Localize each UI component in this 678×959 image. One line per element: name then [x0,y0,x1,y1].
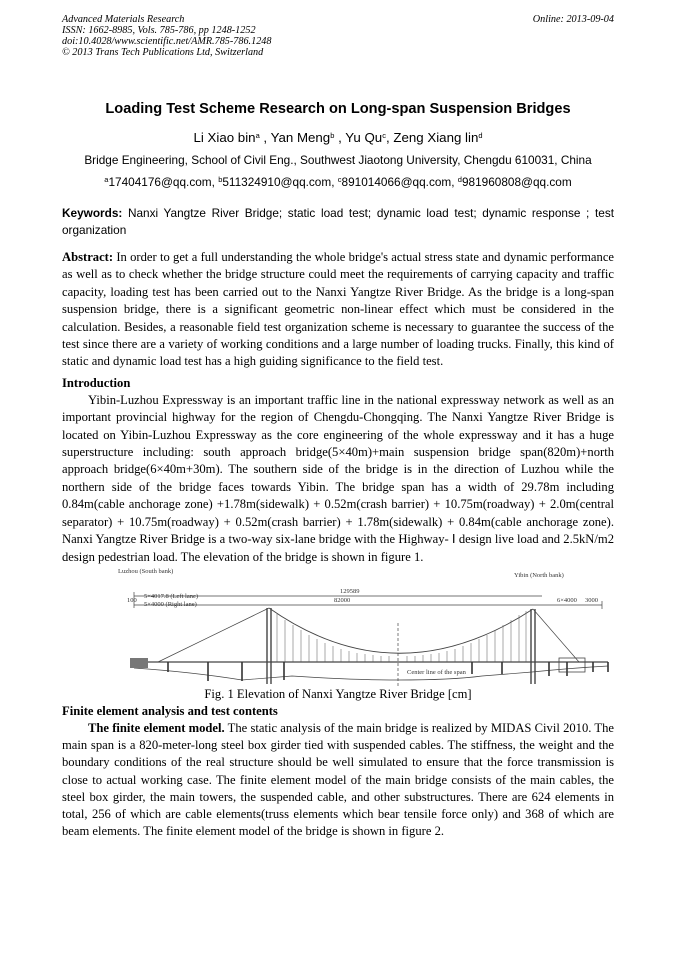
abstract [62,249,614,371]
bridge-elevation-drawing [62,568,614,686]
doi: doi:10.4028/www.scientific.net/AMR.785-786.1248 [62,36,272,47]
author-sup: c [382,131,386,140]
section-heading-finite-element: Finite element analysis and test contents [62,703,278,718]
main-span-dim: 82000 [334,596,351,604]
email-link[interactable]: 17404176@qq.com [108,175,212,189]
separator: , [211,175,219,189]
author-name: Yan Meng [270,130,331,145]
author-list [62,129,614,146]
email-link[interactable]: 511324910@qq.com [222,175,332,189]
south-anchorage [130,658,148,668]
deck-offset-dim: 100 [127,596,137,604]
author-sup: d [478,131,483,140]
online-date: Online: 2013-09-04 [532,14,614,25]
total-length-dim: 129589 [340,587,360,595]
issn: ISSN: 1662-8985, Vols. 785-786, pp 1248-1252 [62,25,256,36]
author-name: Zeng Xiang lin [393,130,479,145]
email-link[interactable]: 891014066@qq.com [341,175,452,189]
center-line-label: Center line of the span [407,668,466,676]
email-sup: a [104,175,109,184]
separator: , [451,175,458,189]
keywords-label: Keywords: [62,206,123,220]
separator: , [331,175,338,189]
email-sup: d [457,175,462,184]
finite-element-paragraph [62,720,614,840]
journal-name: Advanced Materials Research [62,14,185,25]
figure-caption: Fig. 1 Elevation of Nanxi Yangtze River Bridge [cm] [204,686,472,701]
separator: , [334,130,346,145]
copyright: © 2013 Trans Tech Publications Ltd, Switzerland [62,47,264,58]
left-lane-dim: 5×4017.8 (Left lane) [144,592,199,600]
right-lane-dim: 5×4000 (Right lane) [144,600,197,608]
author-sup: b [330,131,335,140]
email-list [62,175,614,190]
separator: , [385,130,394,145]
email-sup: b [218,175,223,184]
email-sup: c [337,175,342,184]
hangers [277,611,526,662]
author-name: Li Xiao bin [193,130,256,145]
north-approach-dim: 6×4000 [557,596,577,604]
keywords-text: Nanxi Yangtze River Bridge; static load test; dynamic load test; dynamic response ; test organization [62,206,614,237]
north-bank-label: Yibin (North bank) [514,571,564,579]
north-end-dim: 3000 [585,596,598,604]
south-bank-label: Luzhou (South bank) [118,567,174,575]
affiliation: Bridge Engineering, School of Civil Eng., Southwest Jiaotong University, Chengdu 610031, China [84,153,592,167]
figure-bridge-elevation [62,568,614,686]
section-heading-introduction: Introduction [62,375,131,390]
introduction-paragraph: Yibin-Luzhou Expressway is an important traffic line in the national expressway network as well as an important provincial highway for the region of Chengdu-Chongqing. The Nanxi Yangtze River Bridge is located on Yibin-Luzhou Expressway as the core engineering of the whole expressway and it has a huge superstructure including: south approach bridge(5×40m)+main suspension bridge span(820m)+north approach bridge(6×40m+30m). The southern side of the bridge is in the direction of Luzhou while the northern side of the bridge faces towards Yibin. The bridge span has a width of 29.78m including 0.84m(cable anchorage zone) +1.78m(sidewalk) + 0.52m(crash barrier) + 10.75m(roadway) + 2.0m(central separator) + 10.75m(roadway) + 0.52m(crash barrier) + 1.78m(sidewalk) + 0.84m(cable anchorage zone). Nanxi Yangtze River Bridge is a two-way six-lane bridge with the Highway- Ⅰ design live load and 2.5kN/m2 design pedestrian load. The elevation of the bridge is shown in figure 1. [62,392,614,564]
fem-text: The static analysis of the main bridge is realized by MIDAS Civil 2010. The main span is a 820-meter-long steel box girder tied with suspended cables. The stiffness, the weight and the boundary conditions of the real structure should be well simulated to ensure that the force transmission is close to actual working case. The finite element model of the main bridge consists of the main cables, the steel box girder, the main towers, the suspended cable, and other substructures. There are 624 elements in total, 256 of which are cable elements(truss elements which bear tensile force only) and 368 of which are beam elements. The finite element model of the bridge is shown in figure 2. [62,720,614,839]
journal-header [62,14,614,58]
subheading-fem: The finite element model. [88,720,225,735]
keywords [62,205,614,239]
paper-title: Loading Test Scheme Research on Long-span Suspension Bridges [105,101,571,117]
email-link[interactable]: 981960808@qq.com [461,175,572,189]
north-anchorage [559,658,585,672]
separator: , [259,130,271,145]
abstract-text: In order to get a full understanding the whole bridge's actual stress state and dynamic performance as well as to check whether the bridge structure could meet the requirements of carrying capacity and traffic capacity, loading test has been carried out to the Nanxi Yangtze River Bridge. As the bridge is a long-span suspension bridge, there is a significant geometric non-linear effect which must be considered in the calculation. Besides, a reasonable field test organization scheme is necessary to guarantee the success of the test since there are a variety of working conditions and a large number of loading trucks. Finally, this kind of static and dynamic load test has a high guiding significance to the field test. [62,250,614,369]
paper-page [62,14,614,840]
author-name: Yu Qu [345,130,383,145]
piers [168,662,608,681]
author-sup: a [255,131,260,140]
abstract-label: Abstract: [62,250,114,264]
